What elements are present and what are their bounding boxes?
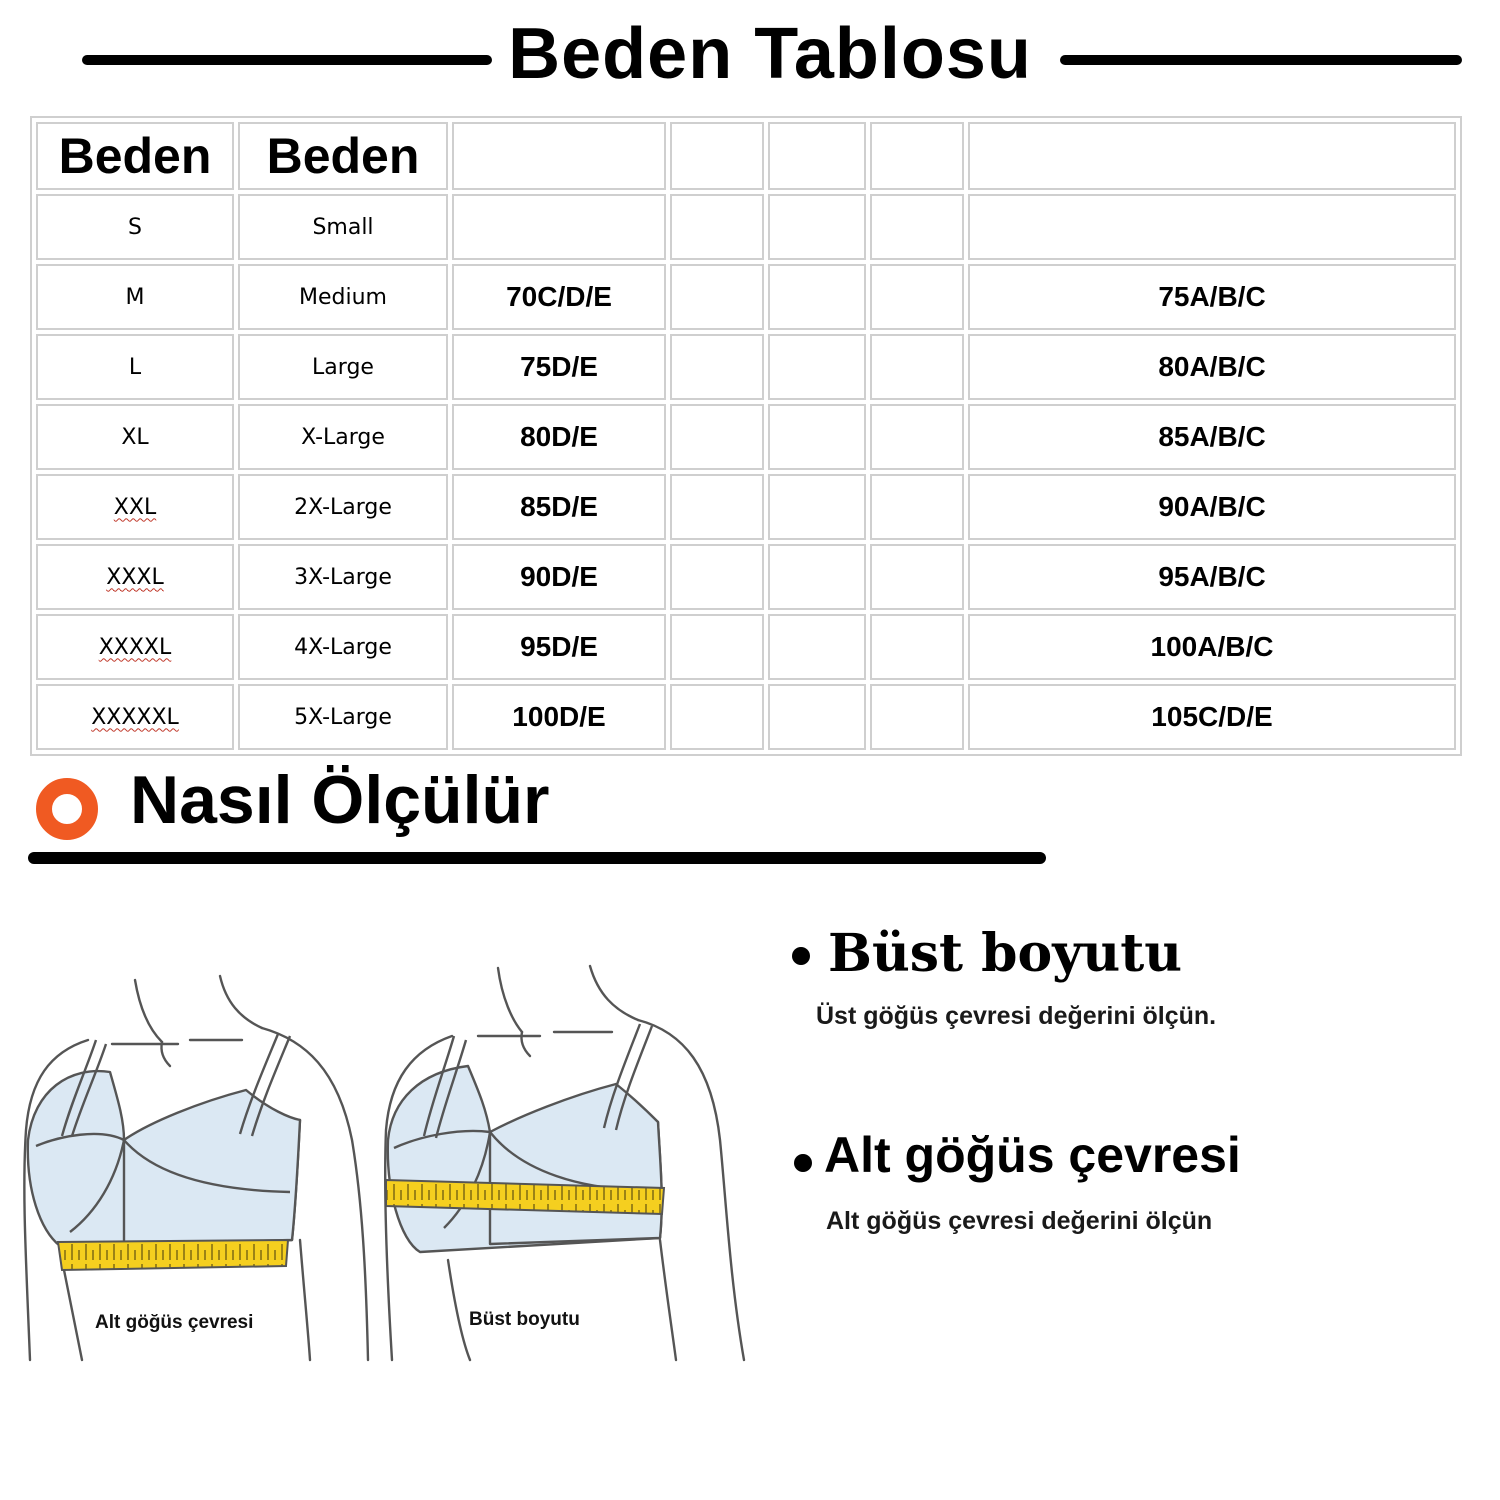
ring-icon — [34, 776, 100, 842]
figure-label-bust: Büst boyutu — [469, 1309, 580, 1330]
table-cell — [36, 404, 234, 470]
size-code-cell: S — [128, 214, 142, 240]
table-cell — [968, 334, 1456, 400]
table-row — [36, 404, 1456, 470]
header-cell — [452, 122, 666, 190]
table-cell — [36, 614, 234, 680]
table-cell — [968, 544, 1456, 610]
empty-cell — [870, 614, 964, 680]
header-cell — [36, 122, 234, 190]
header-cell — [238, 122, 448, 190]
empty-cell — [768, 334, 866, 400]
table-cell — [968, 684, 1456, 750]
bullet-dot — [794, 1154, 812, 1172]
empty-cell — [670, 544, 764, 610]
table-row — [36, 544, 1456, 610]
size-name-cell: 4X-Large — [294, 634, 392, 660]
header-cell — [670, 122, 764, 190]
table-cell — [36, 264, 234, 330]
table-cell — [238, 544, 448, 610]
table-cell — [968, 614, 1456, 680]
empty-cell — [768, 264, 866, 330]
size-name-cell: Large — [312, 354, 374, 380]
bust-size-description: Üst göğüs çevresi değerini ölçün. — [816, 1002, 1217, 1030]
header-size-code: Beden — [58, 128, 212, 184]
empty-cell — [768, 684, 866, 750]
size-name-cell: X-Large — [301, 424, 385, 450]
size-code-cell: XXXL — [106, 564, 164, 590]
empty-cell — [768, 544, 866, 610]
empty-cell — [670, 684, 764, 750]
size-code-cell: M — [125, 284, 145, 310]
table-cell — [452, 684, 666, 750]
header-cell — [968, 122, 1456, 190]
table-cell — [238, 334, 448, 400]
size-code-cell: XXXXXL — [91, 704, 179, 730]
table-cell — [452, 614, 666, 680]
empty-cell — [870, 544, 964, 610]
table-cell — [238, 474, 448, 540]
header-size-name: Beden — [266, 128, 420, 184]
size-name-cell: Small — [312, 214, 374, 240]
empty-cell — [670, 334, 764, 400]
table-cell — [36, 474, 234, 540]
cup-size-cell: 100A/B/C — [1150, 631, 1274, 662]
empty-cell — [870, 194, 964, 260]
cup-size-cell: 100D/E — [512, 701, 606, 732]
empty-cell — [670, 614, 764, 680]
table-cell — [452, 544, 666, 610]
table-header-row — [36, 122, 1456, 190]
table-cell — [238, 684, 448, 750]
size-table — [30, 116, 1462, 756]
table-cell — [238, 264, 448, 330]
cup-size-cell: 85D/E — [520, 491, 598, 522]
empty-cell — [768, 614, 866, 680]
table-cell — [238, 194, 448, 260]
table-cell — [452, 474, 666, 540]
cup-size-cell: 75A/B/C — [1158, 281, 1266, 312]
table-row — [36, 334, 1456, 400]
empty-cell — [768, 194, 866, 260]
table-row — [36, 474, 1456, 540]
cup-size-cell: 80D/E — [520, 421, 598, 452]
table-row — [36, 614, 1456, 680]
table-cell — [968, 264, 1456, 330]
table-row — [36, 684, 1456, 750]
size-name-cell: Medium — [299, 284, 387, 310]
cup-size-cell: 75D/E — [520, 351, 598, 382]
figure-label-underbust: Alt göğüs çevresi — [95, 1312, 254, 1333]
table-cell — [968, 474, 1456, 540]
table-cell — [968, 404, 1456, 470]
size-name-cell: 2X-Large — [294, 494, 392, 520]
page-title: Beden Tablosu — [508, 14, 1032, 94]
size-code-cell: XXXXL — [98, 634, 172, 660]
size-code-cell: L — [128, 354, 142, 380]
empty-cell — [670, 264, 764, 330]
table-cell — [238, 614, 448, 680]
empty-cell — [870, 334, 964, 400]
section-rule — [28, 852, 1046, 864]
empty-cell — [768, 474, 866, 540]
empty-cell — [670, 474, 764, 540]
cup-size-cell: 95D/E — [520, 631, 598, 662]
table-cell — [452, 264, 666, 330]
header-cell — [768, 122, 866, 190]
table-cell — [36, 544, 234, 610]
empty-cell — [870, 684, 964, 750]
header-cell — [870, 122, 964, 190]
table-cell — [968, 194, 1456, 260]
bust-size-title: Büst boyutu — [828, 923, 1183, 984]
underbust-title: Alt göğüs çevresi — [824, 1127, 1241, 1183]
size-name-cell: 3X-Large — [294, 564, 392, 590]
bullet-dot — [792, 947, 810, 965]
table-cell — [36, 194, 234, 260]
empty-cell — [768, 404, 866, 470]
empty-cell — [870, 404, 964, 470]
title-rule-left — [82, 55, 492, 65]
cup-size-cell: 90A/B/C — [1158, 491, 1266, 522]
title-rule-right — [1060, 55, 1462, 65]
table-cell — [36, 334, 234, 400]
cup-size-cell: 105C/D/E — [1151, 701, 1273, 732]
table-cell — [452, 334, 666, 400]
section-title: Nasıl Ölçülür — [130, 762, 550, 838]
empty-cell — [870, 474, 964, 540]
table-row — [36, 194, 1456, 260]
table-cell — [452, 404, 666, 470]
table-row — [36, 264, 1456, 330]
underbust-description: Alt göğüs çevresi değerini ölçün — [826, 1207, 1213, 1235]
size-code-cell: XXL — [113, 494, 157, 520]
cup-size-cell: 80A/B/C — [1158, 351, 1266, 382]
size-code-cell: XL — [121, 424, 149, 450]
empty-cell — [870, 264, 964, 330]
table-cell — [452, 194, 666, 260]
table-cell — [36, 684, 234, 750]
table-cell — [238, 404, 448, 470]
cup-size-cell: 90D/E — [520, 561, 598, 592]
size-name-cell: 5X-Large — [294, 704, 392, 730]
cup-size-cell: 85A/B/C — [1158, 421, 1266, 452]
cup-size-cell: 70C/D/E — [506, 281, 612, 312]
cup-size-cell: 95A/B/C — [1158, 561, 1266, 592]
empty-cell — [670, 404, 764, 470]
empty-cell — [670, 194, 764, 260]
